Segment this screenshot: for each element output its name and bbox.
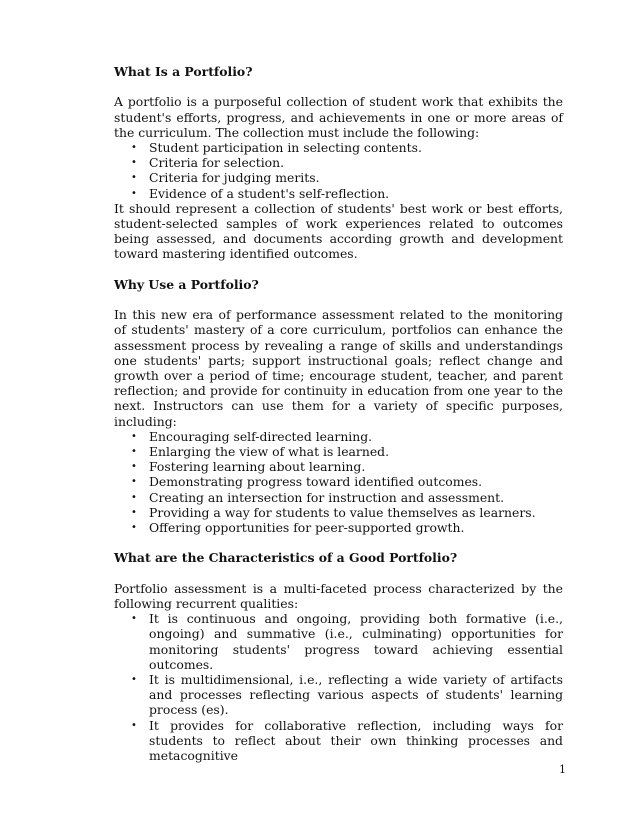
list-item: • It is continuous and ongoing, providing both formative (i.e., ongoing) and summative (i.e., culminating) opportunities for monitoring students' progress toward achieving essential outcomes. — [114, 611, 563, 672]
bullet-list — [114, 611, 563, 763]
bullet-list — [114, 429, 563, 535]
list-item: • Encouraging self-directed learning. — [114, 429, 563, 444]
list-item: • It is multidimensional, i.e., reflecting a wide variety of artifacts and processes reflecting various aspects of students' learning process (es). — [114, 672, 563, 718]
list-item: • Evidence of a student's self-reflection. — [114, 186, 563, 201]
list-item: • Fostering learning about learning. — [114, 459, 563, 474]
list-item: • Demonstrating progress toward identified outcomes. — [114, 474, 563, 489]
section-intro: Portfolio assessment is a multi-faceted process characterized by the following recurrent qualities: — [114, 580, 563, 612]
list-item: • Criteria for judging merits. — [114, 170, 563, 185]
section-heading-what-is-portfolio: What Is a Portfolio? — [114, 64, 253, 79]
bullet-list — [114, 140, 563, 201]
list-item: • Creating an intersection for instruction and assessment. — [114, 490, 563, 505]
section-intro: In this new era of performance assessment related to the monitoring of students' mastery of a core curriculum, portfolios can enhance the assessment process by revealing a range of skills and understandings one students' parts; support instructional goals; reflect change and growth over a period of time; encourage student, teacher, and parent reflection; and provide for continuity in education from one year to the next. Instructors can use them for a variety of specific purposes, including: — [114, 307, 563, 429]
page-number: 1 — [559, 763, 566, 776]
list-item: • Providing a way for students to value themselves as learners. — [114, 505, 563, 520]
list-item: • Offering opportunities for peer-supported growth. — [114, 520, 563, 535]
list-item: • Student participation in selecting contents. — [114, 140, 563, 155]
section-intro: A portfolio is a purposeful collection of student work that exhibits the student's efforts, progress, and achievements in one or more areas of the curriculum. The collection must include the following: — [114, 94, 563, 140]
section-heading-why-use-portfolio: Why Use a Portfolio? — [114, 276, 259, 292]
list-item: • It provides for collaborative reflection, including ways for students to reflect about their own thinking processes and metacognitive — [114, 718, 563, 764]
page-content — [114, 64, 563, 763]
section-outro: It should represent a collection of students' best work or best efforts, student-selected samples of work experiences related to outcomes being assessed, and documents according growth and development toward mastering identified outcomes. — [114, 200, 563, 262]
list-item: • Criteria for selection. — [114, 155, 563, 170]
section-heading-characteristics: What are the Characteristics of a Good Portfolio? — [114, 550, 458, 566]
list-item: • Enlarging the view of what is learned. — [114, 444, 563, 459]
